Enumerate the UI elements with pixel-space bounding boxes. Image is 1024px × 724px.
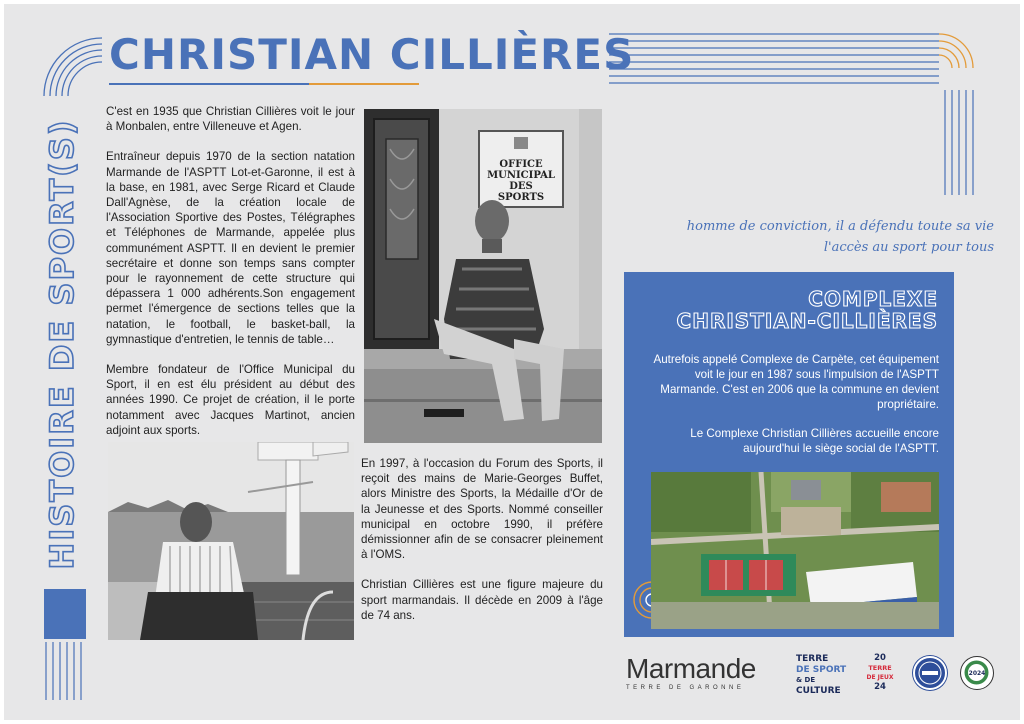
jeux-line-2: TERRE: [868, 663, 892, 672]
quote-line-2: l'accès au sport pour tous: [823, 240, 994, 255]
sign-line-1: OFFICE: [499, 159, 543, 170]
bio-paragraph-5: Christian Cillières est une figure majeure du sport marmandais. Il décède en 2009 à l'âge de 74 ans.: [361, 578, 603, 622]
poster-panel: [4, 4, 1020, 720]
page-title: CHRISTIAN CILLIÈRES: [109, 30, 635, 79]
complex-title-line-1: COMPLEXE: [808, 287, 938, 311]
olympic-label-seal-icon: [913, 656, 947, 690]
bio-paragraph-3: Membre fondateur de l'Office Municipal du Sport, il en est élu président au début des années 1990. Ce projet de création, il le porte notamment avec Jacques Martinot, ancien adjoint aux sports.: [106, 363, 355, 437]
photo-swimming-pool: [108, 442, 354, 640]
bio-paragraph-4: En 1997, à l'occasion du Forum des Sports, il reçoit des mains de Marie-Georges Buffet, alors Ministre des Sports, la Médaille d'Or de la Jeunesse et des Sports. Nommé conseiller municipal en octobre 1990, il préfère démissionner afin de se consacrer pleinement à l'OMS.: [361, 457, 603, 562]
vertical-title: HISTOIRE DE SPORT(S): [43, 118, 81, 570]
terre-line-3: & DE: [796, 676, 816, 684]
jeux-line-4: 24: [874, 681, 886, 692]
jeux-line-3: DE JEUX: [866, 674, 894, 681]
biography-column-2: [361, 456, 603, 638]
terre-de-sport-logo: [796, 654, 856, 694]
paris-2024-seal-icon: [960, 656, 994, 690]
terre-line-1: TERRE: [796, 654, 829, 664]
marmande-tagline: TERRE DE GARONNE: [626, 685, 745, 691]
quote: [644, 216, 994, 258]
bio-paragraph-2: Entraîneur depuis 1970 de la section natation Marmande de l'ASPTT Lot-et-Garonne, il est à la base, en 1981, avec Serge Ricard et Claude Dall'Agnèse, de la création locale de l'Association Sportive des Postes, Télégraphes et Téléphones de Marmande, appelée plus communément ASPTT. Il en devient le premier secrétaire et donne son temps sans compter pour le rayonnement de cette structure qui dépassera 1 000 adhérents.Son engagement permet l'émergence de sections telles que la natation, le football, le basket-ball, la gymnastique d'entretien, le tennis de table…: [106, 150, 355, 346]
complex-title-line-2: CHRISTIAN-CILLIÈRES: [676, 309, 938, 333]
quote-line-1: homme de conviction, il a défendu toute sa vie: [686, 219, 994, 234]
complex-paragraph-1: Autrefois appelé Complexe de Carpète, cet équipement voit le jour en 1987 sous l'impulsion de l'ASPTT Marmande. C'est en 2006 que la commune en devient propriétaire.: [653, 353, 939, 411]
bio-paragraph-1: C'est en 1935 que Christian Cillières voit le jour à Monbalen, entre Villeneuve et Agen.: [106, 105, 355, 134]
terre-line-4: CULTURE: [796, 685, 841, 696]
title-underline-orange: [309, 83, 419, 85]
title-underline-blue: [109, 83, 309, 85]
seal-number: 2024: [968, 670, 986, 677]
lines-decoration-bottom-left: [42, 642, 92, 702]
arc-decoration-left-of-aerial: [616, 578, 652, 622]
terre-de-jeux-logo: [866, 654, 894, 694]
sign-line-3: DES: [509, 181, 533, 192]
complex-paragraph-2: Le Complexe Christian Cillières accueille encore aujourd'hui le siège social de l'ASPTT.: [690, 427, 939, 455]
sign-line-4: SPORTS: [497, 192, 545, 203]
photo-office-municipal: [364, 109, 602, 443]
vertical-sidebar: [40, 99, 84, 589]
arc-decoration-top-left: [38, 32, 102, 96]
photo-aerial-complex: [651, 472, 939, 629]
terre-line-2: DE SPORT: [796, 664, 847, 675]
complex-description: [644, 352, 939, 470]
marmande-wordmark: Marmande: [626, 653, 756, 684]
complex-title: [677, 288, 938, 332]
lines-decoration-top-right: [609, 30, 979, 200]
jeux-line-1: 20: [874, 653, 886, 663]
sidebar-color-block: [44, 589, 86, 639]
marmande-logo: [626, 654, 776, 694]
sign-line-2: MUNICIPAL: [487, 170, 555, 181]
biography-column-1: [106, 104, 355, 453]
